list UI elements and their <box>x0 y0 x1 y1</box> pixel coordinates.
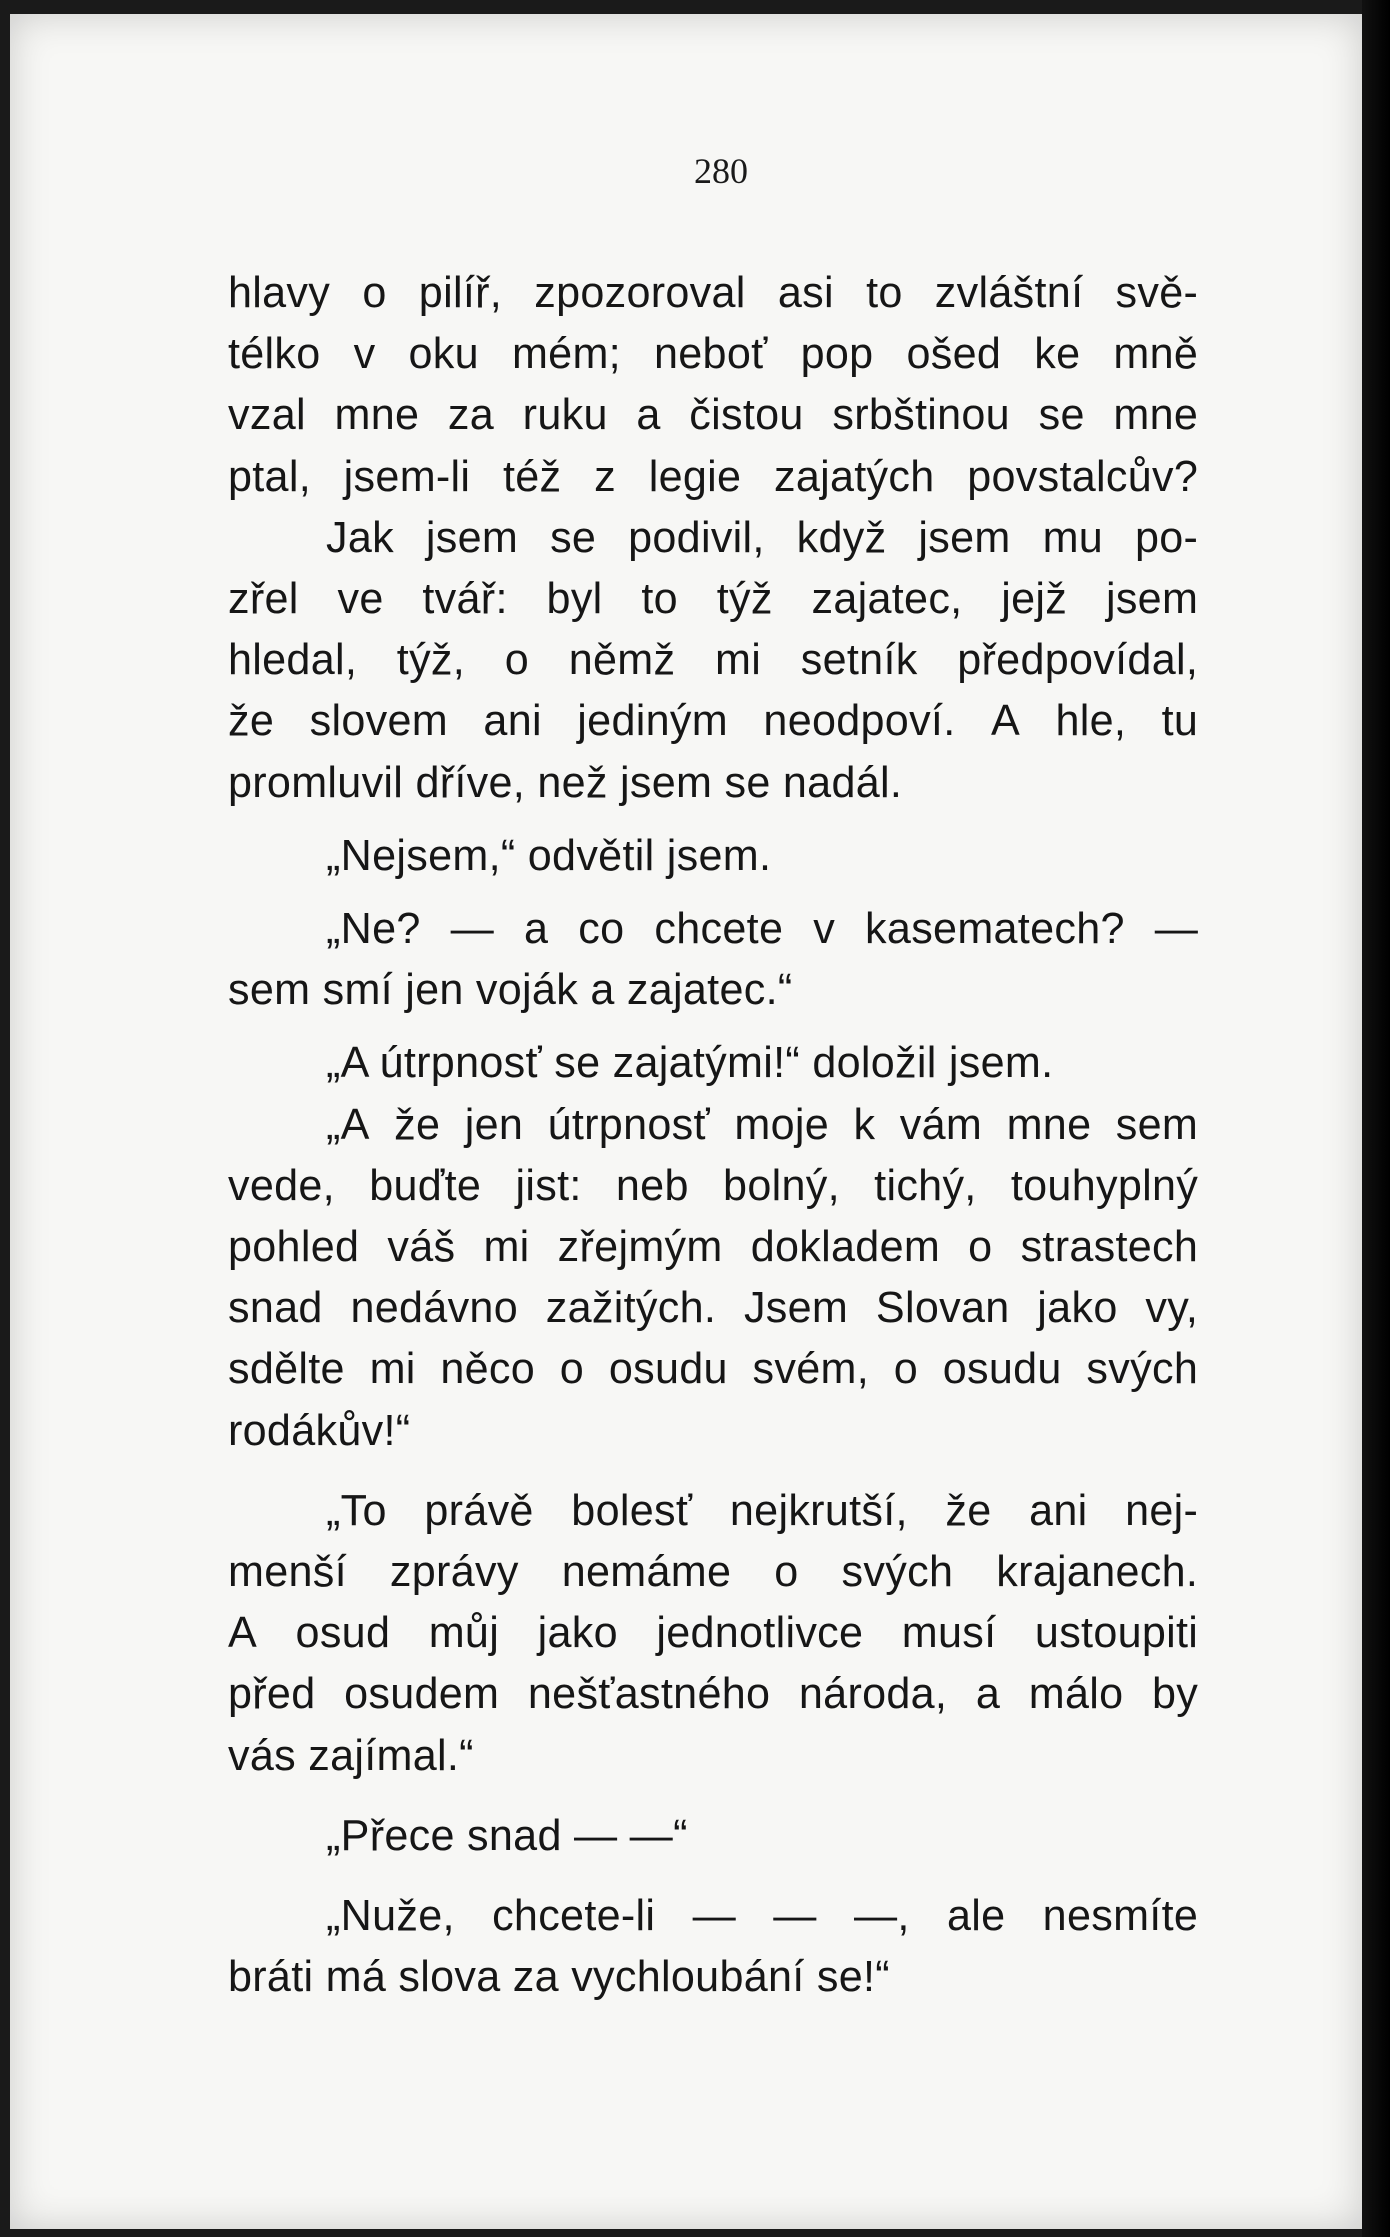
text-line: „Ne? — a co chcete v kasematech? — <box>326 904 1199 954</box>
page-edge <box>1362 0 1390 2237</box>
text-line: hlavy o pilíř, zpozoroval asi to zvláštní svě- <box>228 268 1199 317</box>
text-line: před osudem nešťastného národa, a málo by <box>228 1669 1199 1719</box>
text-line: A osud můj jako jednotlivce musí ustoupiti <box>228 1608 1199 1658</box>
text-line: „Přece snad — —“ <box>326 1810 688 1860</box>
text-line: vzal mne za ruku a čistou srbštinou se mne <box>228 390 1199 440</box>
text-line: že slovem ani jediným neodpoví. A hle, tu <box>228 696 1199 746</box>
body-text <box>228 262 1198 2007</box>
text-line: télko v oku mém; neboť pop ošed ke mně <box>228 329 1199 379</box>
text-line: sem smí jen voják a zajatec.“ <box>228 965 793 1015</box>
text-line: ptal, jsem-li též z legie zajatých povstalcův? <box>228 451 1199 501</box>
text-line: hledal, týž, o němž mi setník předpovídal, <box>228 635 1199 685</box>
text-line: menší zprávy nemáme o svých krajanech. <box>228 1547 1199 1597</box>
text-line: vede, buďte jist: neb bolný, tichý, touhyplný <box>228 1160 1199 1210</box>
text-line: vás zajímal.“ <box>228 1730 474 1780</box>
page-number: 280 <box>694 151 748 191</box>
text-line: bráti má slova za vychloubání se!“ <box>228 1952 890 2002</box>
text-line: snad nedávno zažitých. Jsem Slovan jako vy, <box>228 1283 1199 1333</box>
text-line: rodákův!“ <box>228 1405 411 1455</box>
text-line: „A že jen útrpnosť moje k vám mne sem <box>326 1099 1199 1149</box>
text-line: pohled váš mi zřejmým dokladem o strastech <box>228 1222 1199 1272</box>
text-line: „To právě bolesť nejkrutší, že ani nej- <box>326 1485 1199 1535</box>
text-line: „Nuže, chcete-li — — —, ale nesmíte <box>326 1891 1199 1941</box>
text-line: sdělte mi něco o osudu svém, o osudu svých <box>228 1344 1199 1394</box>
text-line: „A útrpnosť se zajatými!“ doložil jsem. <box>326 1038 1054 1088</box>
text-line: Jak jsem se podivil, když jsem mu po- <box>326 512 1199 562</box>
text-line: „Nejsem,“ odvětil jsem. <box>326 830 772 880</box>
text-line: zřel ve tvář: byl to týž zajatec, jejž jsem <box>228 574 1199 624</box>
text-line: promluvil dříve, než jsem se nadál. <box>228 757 903 807</box>
